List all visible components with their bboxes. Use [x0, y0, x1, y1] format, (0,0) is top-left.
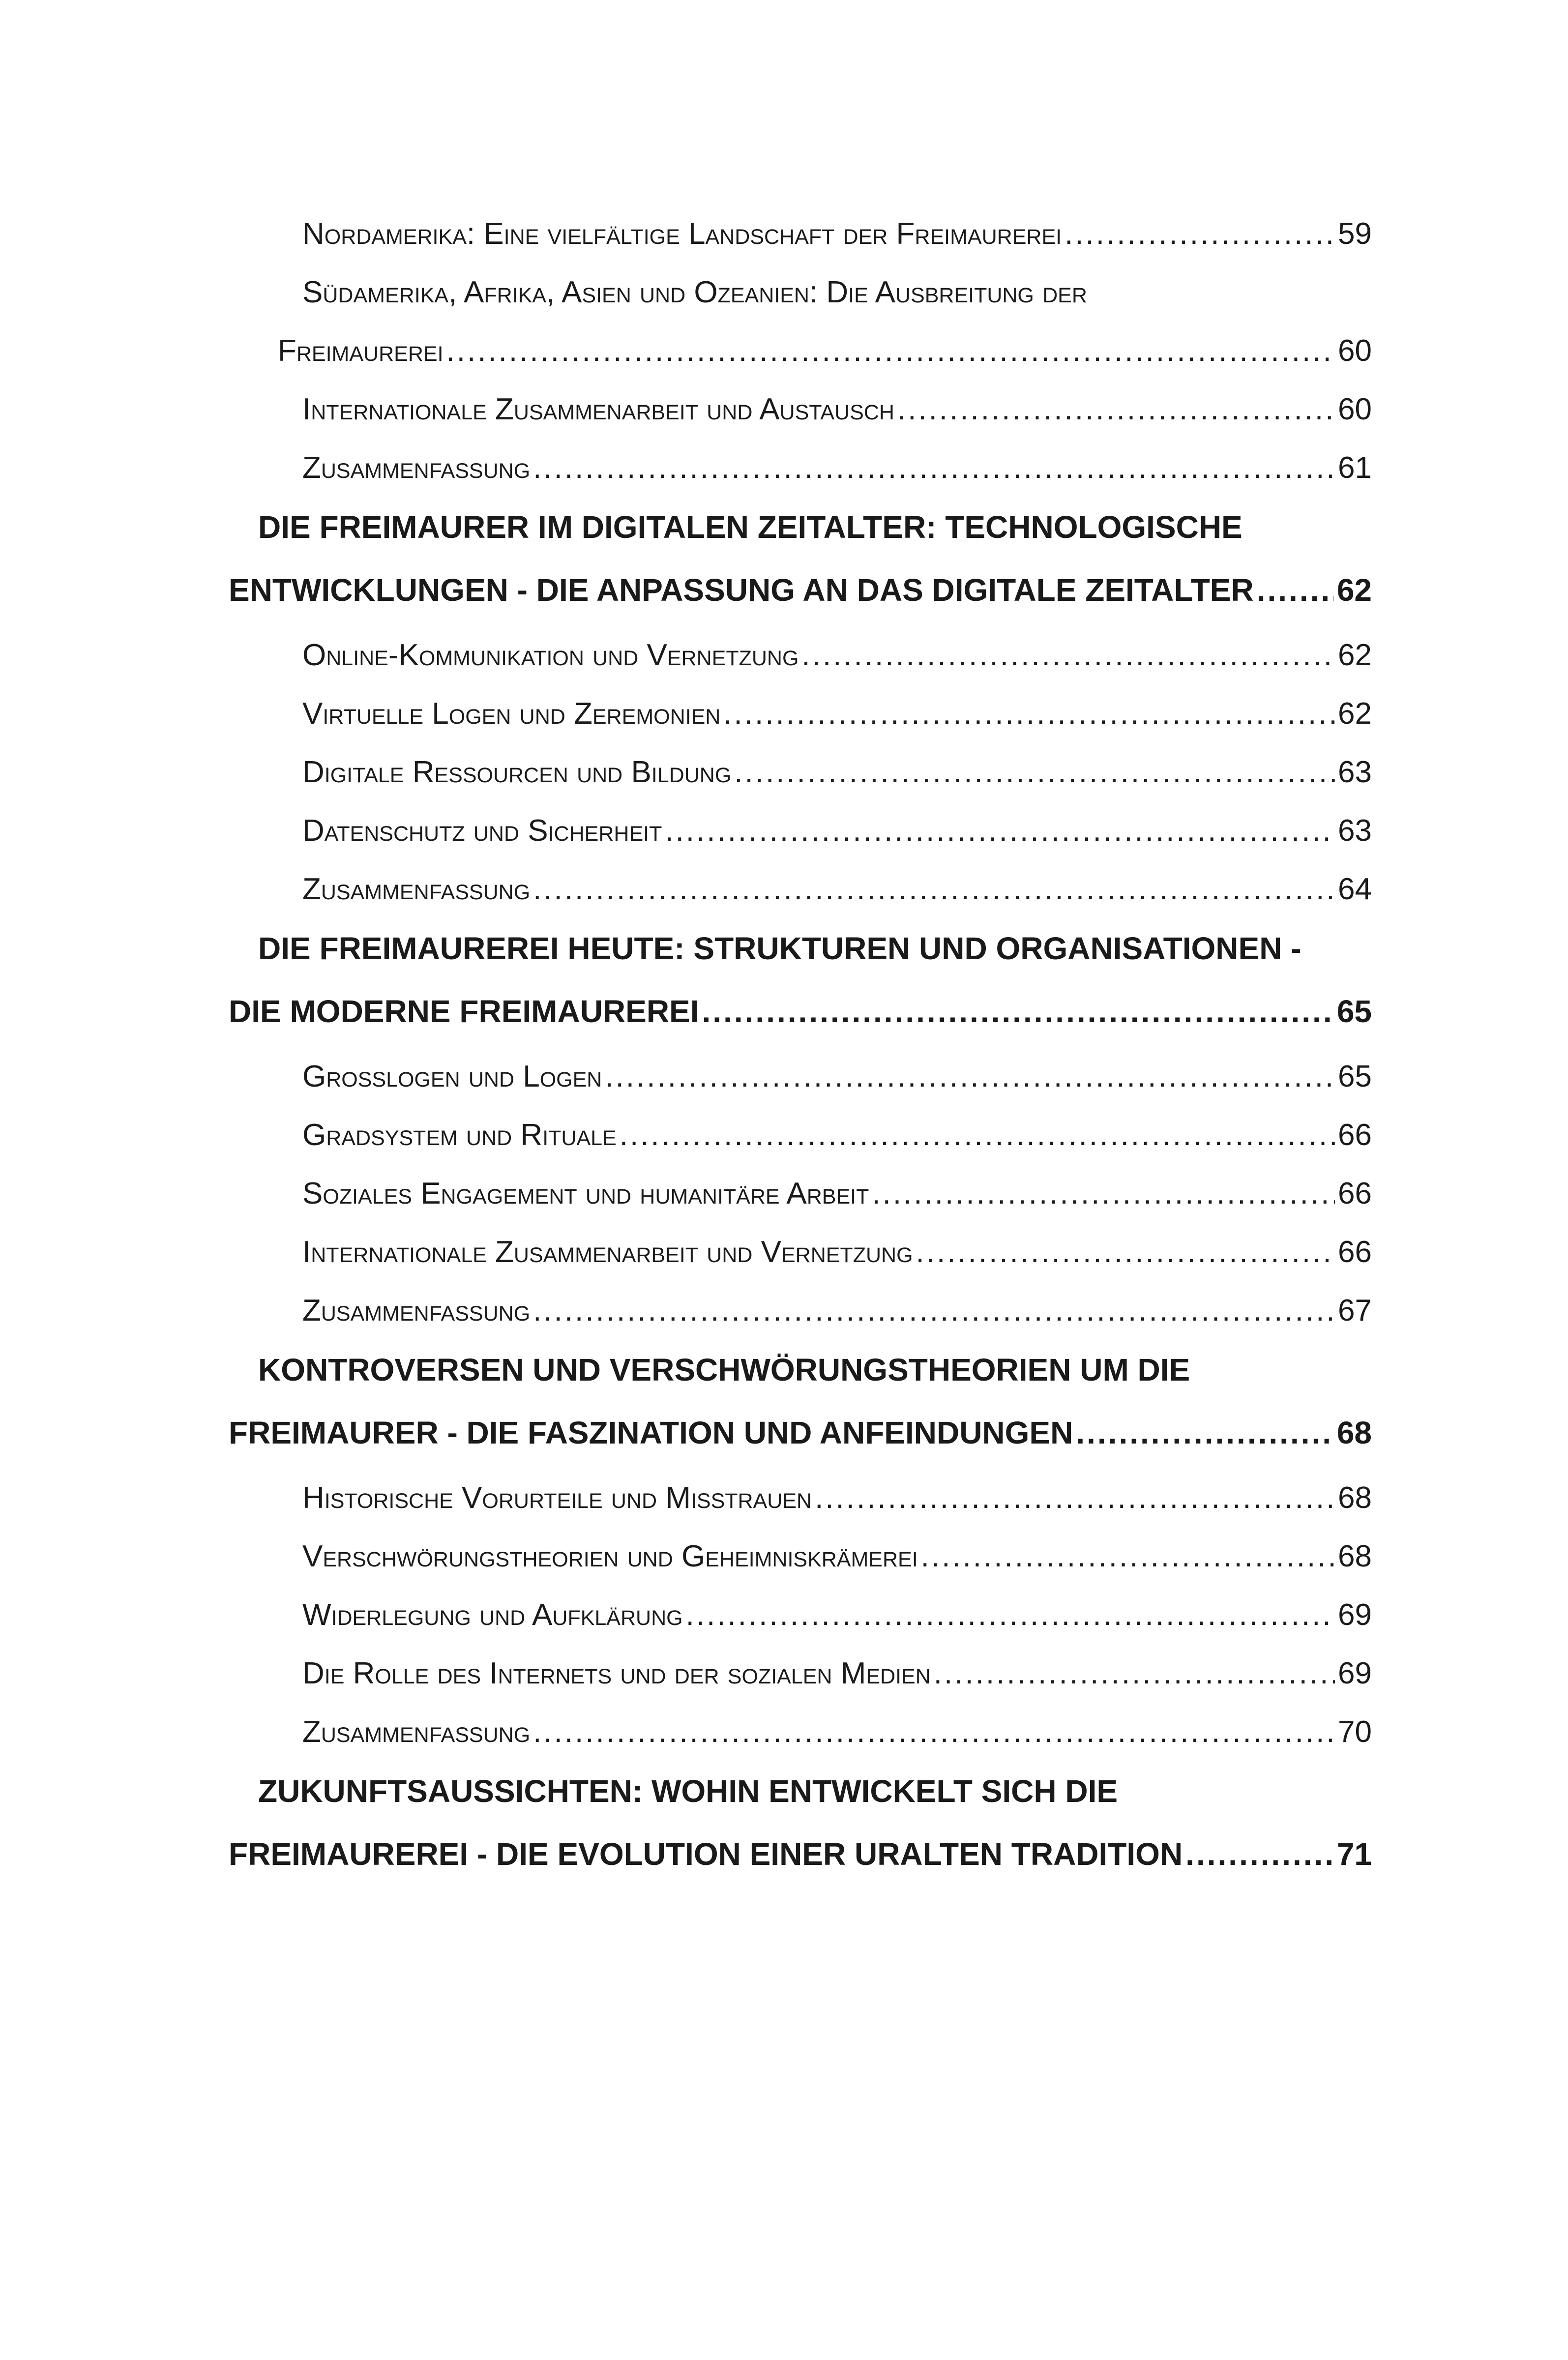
- toc-entry-title: Die Rolle des Internets und der sozialen Medien: [302, 1656, 931, 1690]
- toc-entry-digitale-ressourcen[interactable]: [229, 755, 1372, 790]
- toc-chapter-page: 62: [1336, 572, 1372, 608]
- dot-leader: [801, 638, 1335, 673]
- toc-entry-zusammenfassung-4[interactable]: [229, 1714, 1372, 1749]
- toc-entry-page: 60: [1338, 334, 1372, 368]
- toc-entry-suedamerika[interactable]: [229, 333, 1372, 368]
- toc-entry-title: Online-Kommunikation und Vernetzung: [302, 638, 799, 672]
- toc-entry-nordamerika[interactable]: [229, 216, 1372, 251]
- toc-entry-page: 66: [1338, 1177, 1372, 1210]
- dot-leader: [1065, 216, 1335, 251]
- toc-chapter-page: 71: [1336, 1836, 1372, 1872]
- toc-entry-rolle-des-internets[interactable]: [229, 1656, 1372, 1691]
- dot-leader: [916, 1235, 1335, 1269]
- toc-entry-datenschutz[interactable]: [229, 813, 1372, 848]
- toc-chapter-zukunft-line1[interactable]: ZUKUNFTSAUSSICHTEN: WOHIN ENTWICKELT SICH DIE: [258, 1773, 1118, 1809]
- dot-leader: [665, 813, 1335, 848]
- toc-entry-internationale-zusammenarbeit-austausch[interactable]: [229, 392, 1372, 427]
- toc-entry-page: 68: [1338, 1539, 1372, 1573]
- toc-entry-title: Virtuelle Logen und Zeremonien: [302, 697, 721, 731]
- toc-entry-title: Zusammenfassung: [302, 1715, 531, 1749]
- dot-leader: [533, 872, 1335, 907]
- toc-entry-title: Zusammenfassung: [302, 451, 531, 485]
- toc-entry-title: Zusammenfassung: [302, 1294, 531, 1328]
- toc-chapter-title: FREIMAUREREI - DIE EVOLUTION EINER URALTEN TRADITION: [229, 1836, 1183, 1872]
- dot-leader: [605, 1059, 1335, 1094]
- toc-entry-page: 62: [1338, 697, 1372, 731]
- toc-entry-title: Internationale Zusammenarbeit und Vernetzung: [302, 1235, 913, 1269]
- dot-leader: [620, 1118, 1335, 1152]
- toc-entry-gradsystem[interactable]: [229, 1118, 1372, 1152]
- toc-chapter-title: ENTWICKLUNGEN - DIE ANPASSUNG AN DAS DIGITALE ZEITALTER: [229, 572, 1254, 608]
- dot-leader: [533, 1293, 1335, 1328]
- dot-leader: [734, 755, 1335, 790]
- dot-leader: [921, 1539, 1335, 1574]
- dot-leader: [1076, 1415, 1334, 1451]
- toc-entry-title: Großlogen und Logen: [302, 1060, 602, 1093]
- toc-chapter-page: 68: [1336, 1415, 1372, 1450]
- toc-chapter-digital[interactable]: [229, 572, 1372, 608]
- toc-chapter-page: 65: [1336, 994, 1372, 1029]
- toc-chapter-zukunft[interactable]: [229, 1836, 1372, 1872]
- toc-entry-title: Digitale Ressourcen und Bildung: [302, 755, 732, 789]
- toc-entry-zusammenfassung-2[interactable]: [229, 872, 1372, 907]
- toc-entry-page: 60: [1338, 392, 1372, 426]
- toc-entry-page: 65: [1338, 1060, 1372, 1093]
- dot-leader: [1257, 572, 1334, 608]
- dot-leader: [872, 1176, 1335, 1211]
- table-of-contents: [229, 216, 1372, 1902]
- toc-entry-virtuelle-logen[interactable]: [229, 696, 1372, 731]
- dot-leader: [897, 392, 1335, 427]
- toc-entry-page: 70: [1338, 1715, 1372, 1749]
- toc-entry-title: Zusammenfassung: [302, 872, 531, 906]
- toc-chapter-kontroversen[interactable]: [229, 1415, 1372, 1451]
- toc-entry-page: 66: [1338, 1235, 1372, 1269]
- toc-entry-title: Widerlegung und Aufklärung: [302, 1598, 683, 1632]
- toc-entry-page: 63: [1338, 755, 1372, 789]
- toc-chapter-heute[interactable]: [229, 993, 1372, 1030]
- toc-entry-zusammenfassung-1[interactable]: [229, 450, 1372, 485]
- toc-chapter-kontroversen-line1[interactable]: KONTROVERSEN UND VERSCHWÖRUNGSTHEORIEN UM DIE: [258, 1352, 1190, 1387]
- toc-entry-page: 69: [1338, 1598, 1372, 1632]
- toc-entry-widerlegung[interactable]: [229, 1597, 1372, 1632]
- dot-leader: [446, 333, 1335, 368]
- toc-entry-page: 62: [1338, 638, 1372, 672]
- dot-leader: [702, 993, 1334, 1030]
- toc-entry-suedamerika-line1[interactable]: Südamerika, Afrika, Asien und Ozeanien: Die Ausbreitung der: [302, 275, 1087, 309]
- toc-entry-internationale-zusammenarbeit-vernetzung[interactable]: [229, 1235, 1372, 1269]
- toc-entry-page: 66: [1338, 1118, 1372, 1152]
- toc-entry-historische-vorurteile[interactable]: [229, 1480, 1372, 1515]
- toc-entry-verschwoerungstheorien[interactable]: [229, 1539, 1372, 1574]
- toc-entry-page: 67: [1338, 1294, 1372, 1328]
- dot-leader: [533, 1714, 1335, 1749]
- toc-entry-title: Datenschutz und Sicherheit: [302, 814, 662, 848]
- dot-leader: [815, 1480, 1335, 1515]
- dot-leader: [533, 450, 1335, 485]
- dot-leader: [723, 696, 1335, 731]
- toc-entry-page: 61: [1338, 451, 1372, 485]
- toc-entry-title: Gradsystem und Rituale: [302, 1118, 617, 1152]
- toc-chapter-digital-line1[interactable]: DIE FREIMAURER IM DIGITALEN ZEITALTER: TECHNOLOGISCHE: [258, 509, 1243, 545]
- dot-leader: [1185, 1836, 1334, 1872]
- toc-entry-title: Nordamerika: Eine vielfältige Landschaft der Freimaurerei: [302, 217, 1062, 251]
- toc-chapter-title: DIE MODERNE FREIMAUREREI: [229, 994, 699, 1029]
- toc-entry-title: Verschwörungstheorien und Geheimniskrämerei: [302, 1539, 918, 1573]
- toc-entry-grosslogen[interactable]: [229, 1059, 1372, 1094]
- toc-chapter-heute-line1[interactable]: DIE FREIMAUREREI HEUTE: STRUKTUREN UND ORGANISATIONEN -: [258, 931, 1302, 966]
- toc-entry-page: 69: [1338, 1656, 1372, 1690]
- toc-entry-zusammenfassung-3[interactable]: [229, 1293, 1372, 1328]
- toc-entry-title: Freimaurerei: [278, 334, 444, 368]
- toc-entry-soziales-engagement[interactable]: [229, 1176, 1372, 1211]
- toc-entry-title: Soziales Engagement und humanitäre Arbeit: [302, 1177, 869, 1210]
- toc-entry-title: Historische Vorurteile und Misstrauen: [302, 1481, 812, 1515]
- toc-entry-page: 64: [1338, 872, 1372, 906]
- toc-entry-page: 63: [1338, 814, 1372, 848]
- toc-entry-title: Internationale Zusammenarbeit und Austausch: [302, 392, 894, 426]
- toc-entry-page: 59: [1338, 217, 1372, 251]
- toc-entry-online-kommunikation[interactable]: [229, 638, 1372, 673]
- dot-leader: [686, 1597, 1335, 1632]
- dot-leader: [934, 1656, 1335, 1691]
- toc-chapter-title: FREIMAURER - DIE FASZINATION UND ANFEINDUNGEN: [229, 1415, 1073, 1450]
- toc-entry-page: 68: [1338, 1481, 1372, 1515]
